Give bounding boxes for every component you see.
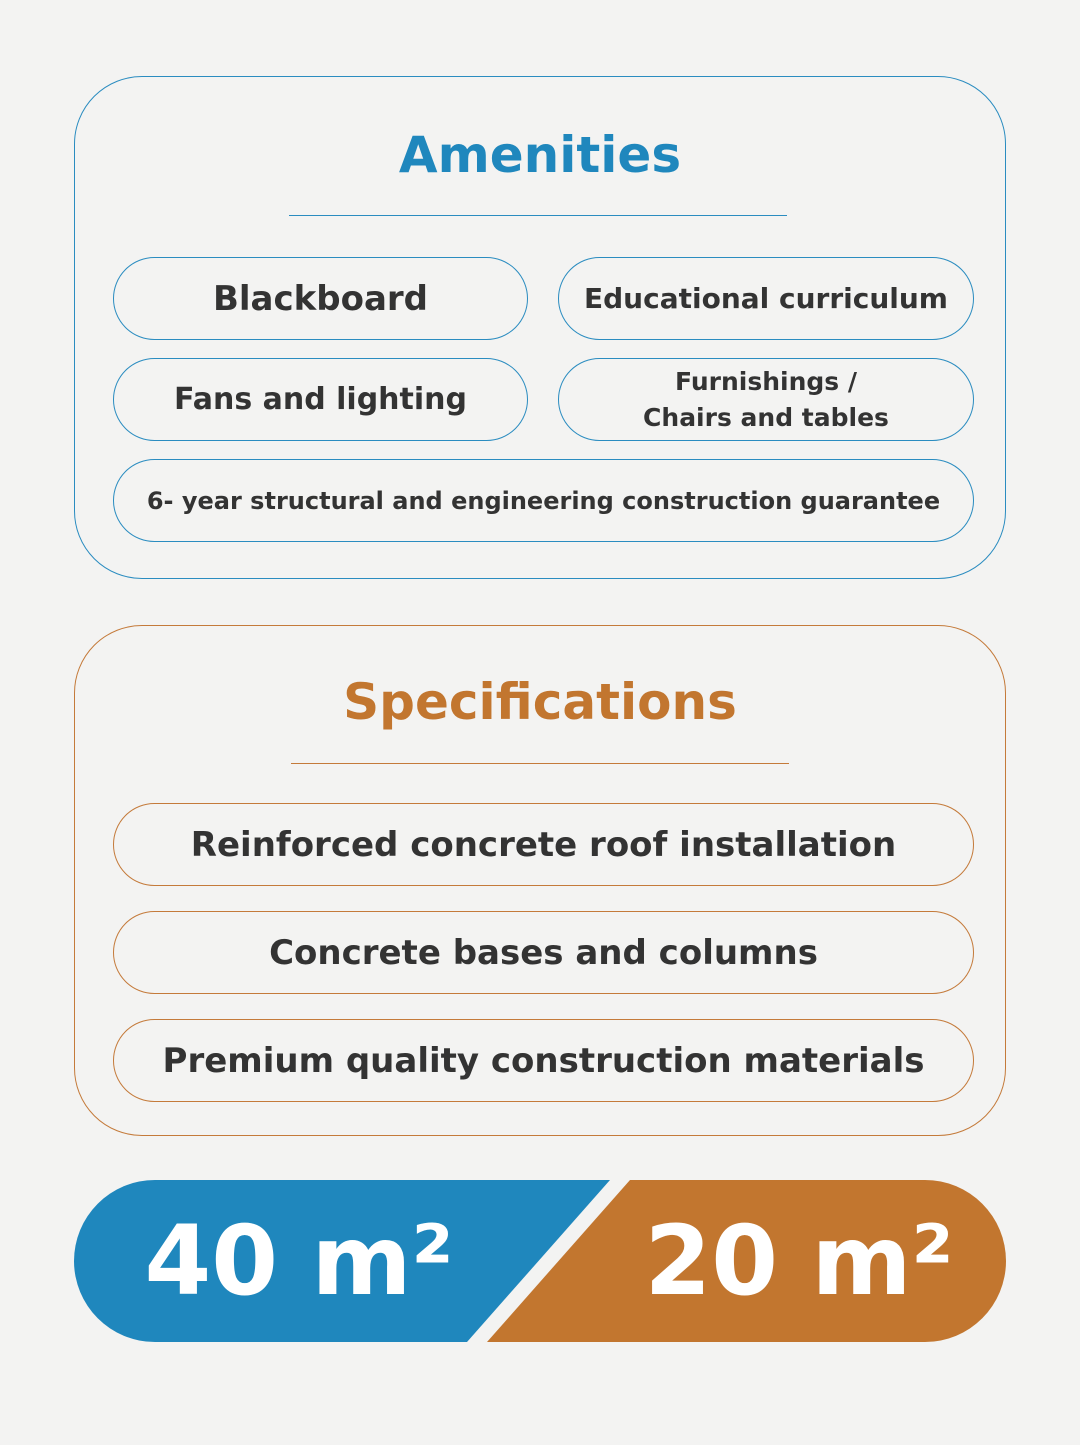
- amenity-furnishings-line-1: Furnishings /: [675, 366, 857, 396]
- amenities-panel: [74, 76, 1006, 579]
- amenity-blackboard: Blackboard: [113, 257, 528, 340]
- amenity-fans-and-lighting: Fans and lighting: [113, 358, 528, 441]
- amenity-furnishings: [558, 358, 974, 441]
- amenities-divider: [289, 215, 787, 216]
- area-size-bar: [74, 1180, 1006, 1342]
- spec-concrete-roof: Reinforced concrete roof installation: [113, 803, 974, 886]
- amenity-educational-curriculum: Educational curriculum: [558, 257, 974, 340]
- amenity-furnishings-line-2: Chairs and tables: [643, 402, 889, 432]
- specifications-title: Specifications: [343, 673, 737, 731]
- specifications-panel: [74, 625, 1006, 1136]
- specifications-divider: [291, 763, 789, 764]
- spec-concrete-bases: Concrete bases and columns: [113, 911, 974, 994]
- spec-construction-materials: Premium quality construction materials: [113, 1019, 974, 1102]
- area-right-value: 20 m²: [644, 1205, 954, 1317]
- amenities-title: Amenities: [398, 126, 682, 184]
- amenity-construction-guarantee: 6- year structural and engineering construction guarantee: [113, 459, 974, 542]
- area-left-value: 40 m²: [144, 1205, 454, 1317]
